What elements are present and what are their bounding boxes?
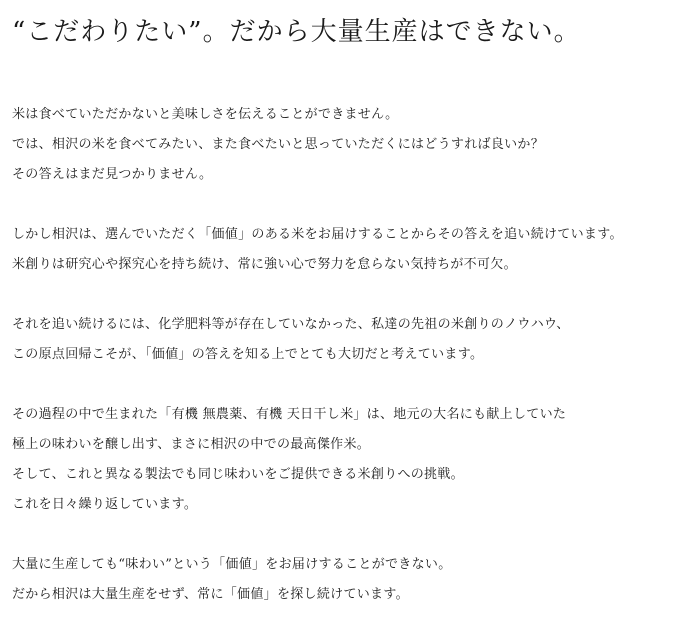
text-line: そして、これと異なる製法でも同じ味わいをご提供できる米創りへの挑戦。 bbox=[12, 467, 464, 482]
paragraph bbox=[12, 550, 673, 610]
text-line: 極上の味わいを醸し出す、まさに相沢の中での最高傑作米。 bbox=[12, 437, 371, 452]
text-line: それを追い続けるには、化学肥料等が存在していなかった、私達の先祖の米創りのノウハウ、 bbox=[12, 317, 570, 332]
text-line: 米は食べていただかないと美味しさを伝えることができません。 bbox=[12, 107, 399, 122]
paragraph bbox=[12, 400, 673, 520]
text-line: その過程の中で生まれた「有機 無農薬、有機 天日干し米」は、地元の大名にも献上していた bbox=[12, 407, 567, 422]
text-line: この原点回帰こそが、「価値」の答えを知る上でとても大切だと考えています。 bbox=[12, 347, 484, 362]
text-line: 米創りは研究心や探究心を持ち続け、常に強い心で努力を怠らない気持ちが不可欠。 bbox=[12, 257, 517, 272]
text-line: これを日々繰り返しています。 bbox=[12, 497, 198, 512]
text-line: だから相沢は大量生産をせず、常に「価値」を探し続けています。 bbox=[12, 587, 409, 602]
paragraph bbox=[12, 220, 673, 280]
headline: “こだわりたい”。だから大量生産はできない。 bbox=[12, 17, 581, 47]
paragraph bbox=[12, 310, 673, 370]
body-text bbox=[12, 100, 673, 610]
text-line: では、相沢の米を食べてみたい、また食べたいと思っていただくにはどうすれば良いか？ bbox=[12, 137, 545, 152]
paragraph bbox=[12, 100, 673, 190]
text-line: 大量に生産しても“味わい”という「価値」をお届けすることができない。 bbox=[12, 557, 452, 572]
text-line: その答えはまだ見つかりません。 bbox=[12, 167, 213, 182]
text-line: しかし相沢は、選んでいただく「価値」のある米をお届けすることからその答えを追い続けています。 bbox=[12, 227, 623, 242]
